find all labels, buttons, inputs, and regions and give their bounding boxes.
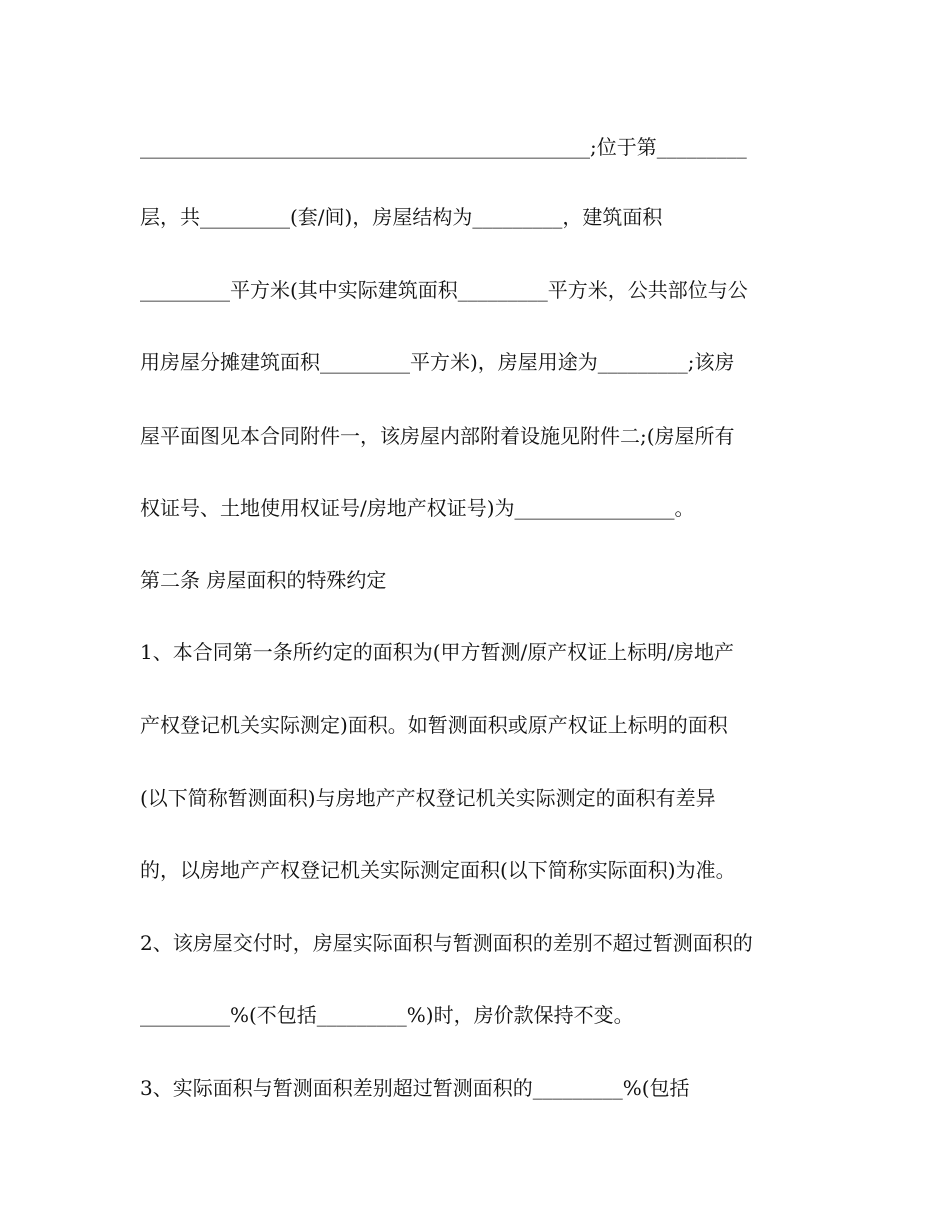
- text-line-14: 3、实际面积与暂测面积差别超过暂测面积的_________%(包括: [140, 1076, 690, 1100]
- text-line-3: _________平方米(其中实际建筑面积_________平方米，公共部位与公: [140, 278, 748, 302]
- text-line-1: _____________________________________________;位于第_________: [140, 135, 747, 159]
- text-line-10: (以下简称暂测面积)与房地产产权登记机关实际测定的面积有差异: [140, 786, 716, 810]
- text-line-13: _________%(不包括_________%)时，房价款保持不变。: [140, 1003, 634, 1027]
- text-line-12: 2、该房屋交付时，房屋实际面积与暂测面积的差别不超过暂测面积的: [140, 931, 753, 955]
- text-line-8: 1、本合同第一条所约定的面积为(甲方暂测/原产权证上标明/房地产: [140, 640, 735, 664]
- text-line-11: 的，以房地产产权登记机关实际测定面积(以下简称实际面积)为准。: [140, 858, 736, 882]
- text-line-4: 用房屋分摊建筑面积_________平方米)，房屋用途为_________;该房: [140, 350, 735, 374]
- text-line-9: 产权登记机关实际测定)面积。如暂测面积或原产权证上标明的面积: [140, 713, 728, 737]
- section-heading: 第二条 房屋面积的特殊约定: [140, 568, 387, 592]
- text-line-5: 屋平面图见本合同附件一，该房屋内部附着设施见附件二;(房屋所有: [140, 424, 735, 448]
- text-line-6: 权证号、土地使用权证号/房地产权证号)为________________。: [140, 496, 695, 520]
- text-line-2: 层，共_________(套/间)，房屋结构为_________，建筑面积: [140, 205, 663, 229]
